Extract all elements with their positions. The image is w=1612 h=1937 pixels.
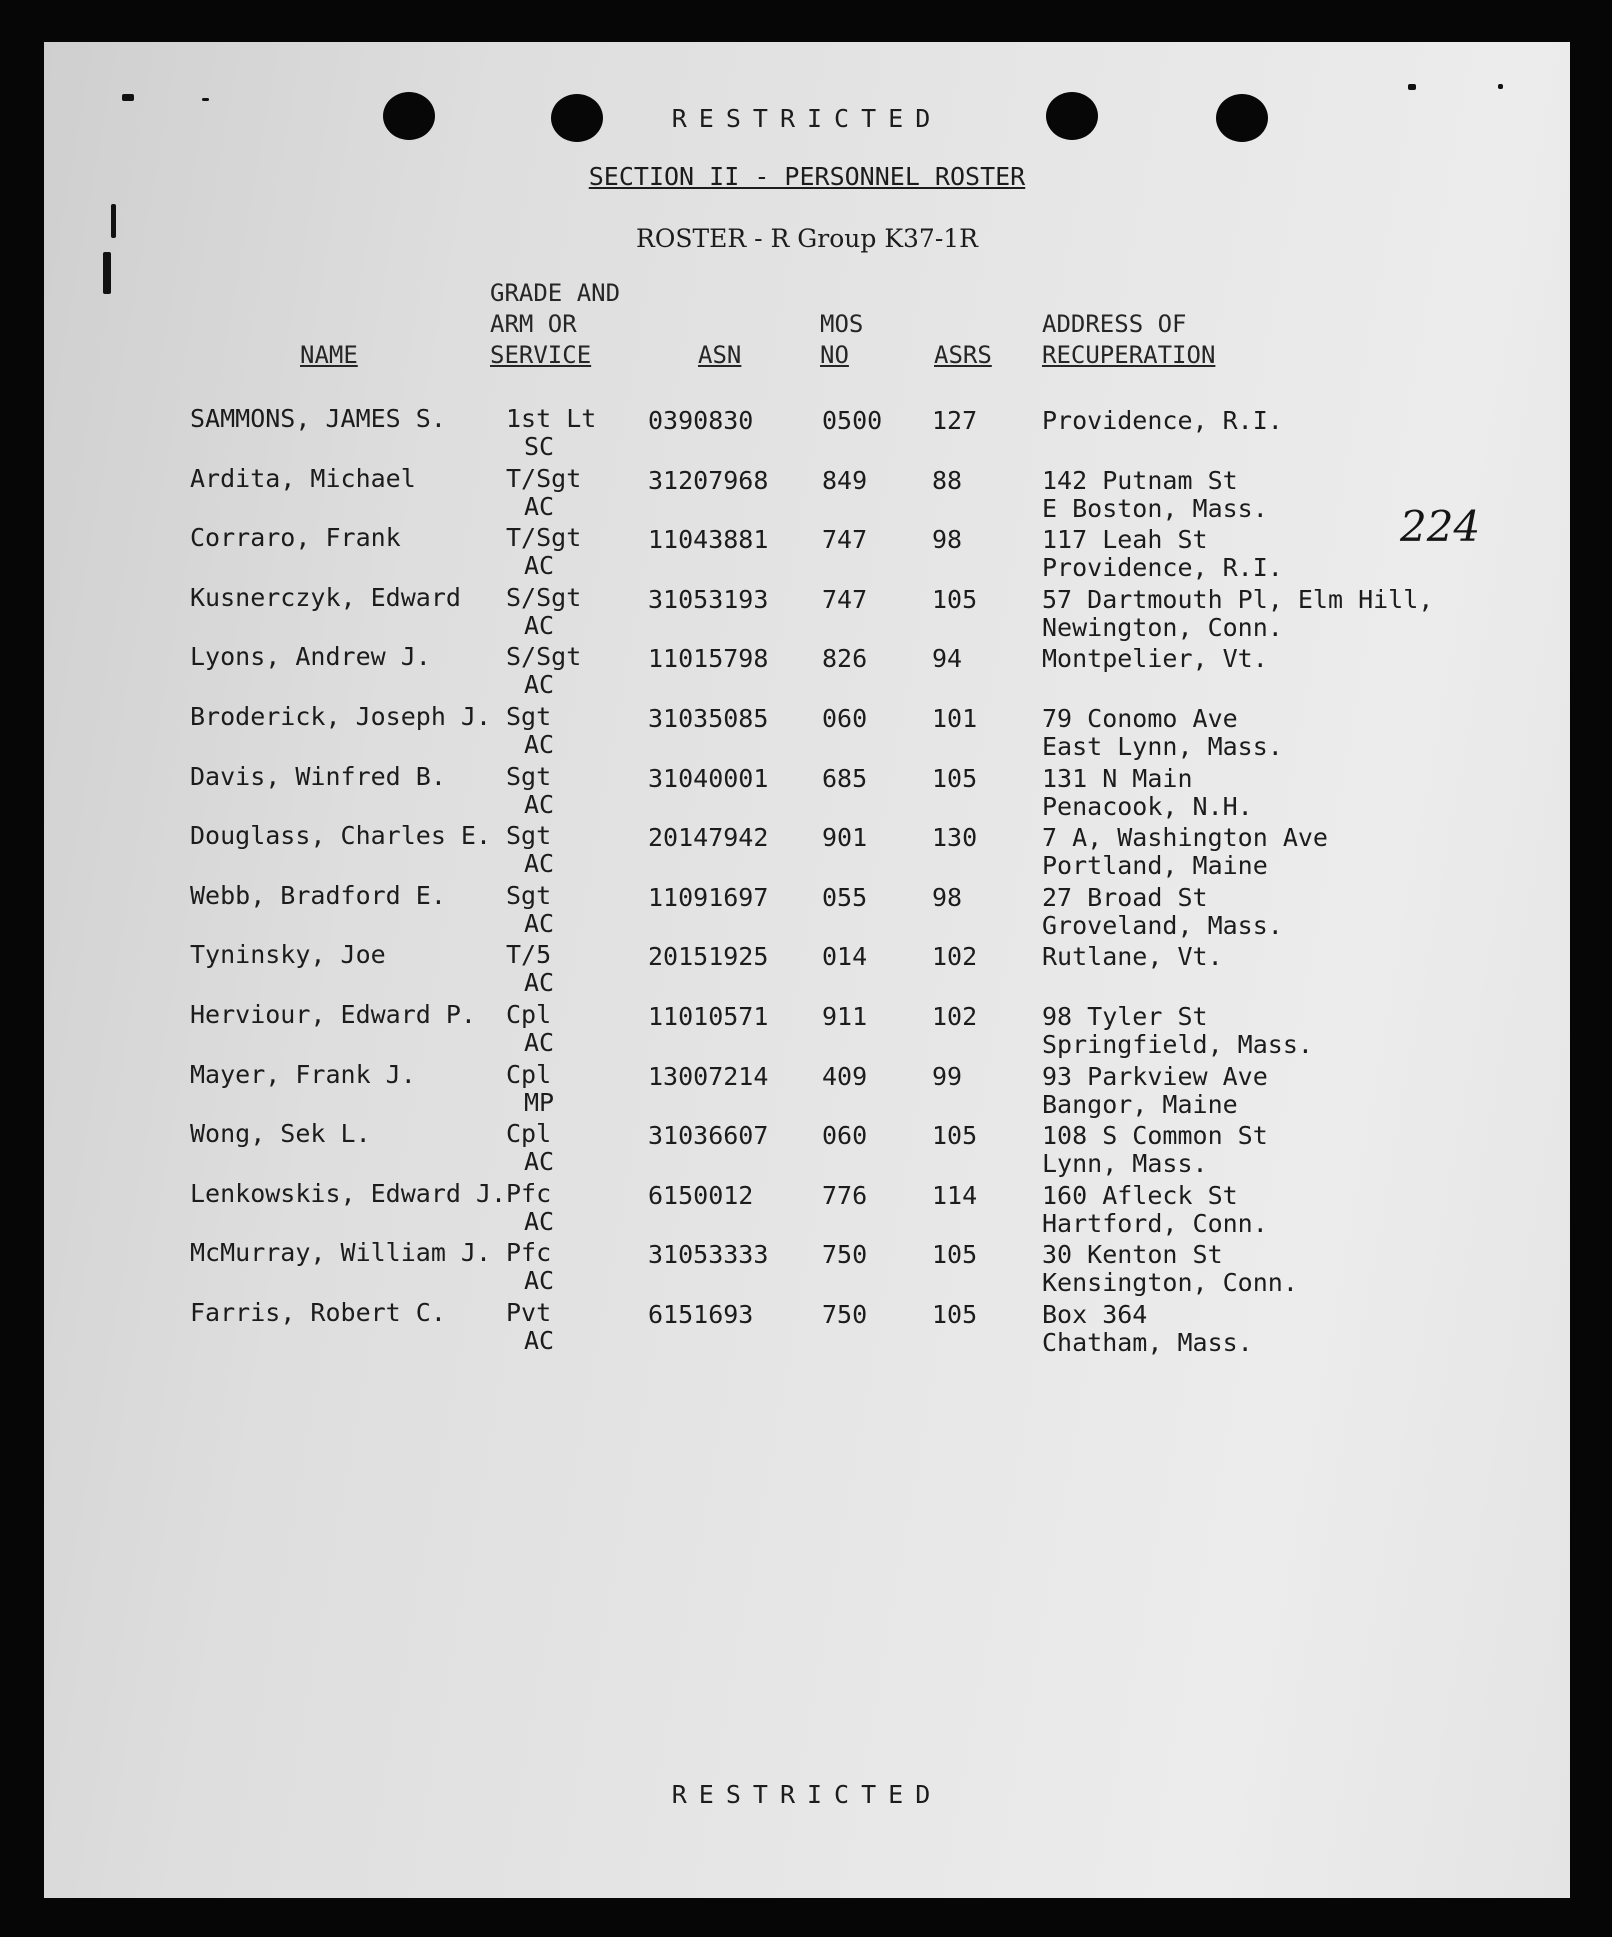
cell-name: Davis, Winfred B. [190, 761, 446, 791]
cell-addr2: Chatham, Mass. [1042, 1328, 1253, 1357]
cell-asn: 20151925 [648, 942, 769, 972]
cell-name: Kusnerczyk, Edward [190, 582, 461, 612]
restricted-marking-bottom: RESTRICTED [671, 1780, 943, 1809]
cell-asrs: 102 [932, 942, 978, 972]
cell-grade: T/Sgt [506, 523, 582, 553]
cell-asn: 11015798 [648, 644, 769, 674]
cell-grade: Pfc [506, 1178, 552, 1208]
header-asn: ASN [698, 341, 742, 369]
cell-asn: 31053193 [648, 584, 769, 614]
cell-addr1: 117 Leah St [1042, 525, 1208, 555]
cell-mos: 060 [822, 704, 868, 733]
cell-asrs: 102 [932, 1002, 978, 1031]
cell-mos: 0500 [822, 406, 883, 435]
cell-asn: 0390830 [648, 406, 754, 435]
cell-asn: 11043881 [648, 525, 769, 555]
cell-arm: AC [524, 1028, 555, 1057]
cell-name: McMurray, William J. [190, 1238, 492, 1268]
cell-addr1: 27 Broad St [1042, 882, 1208, 912]
cell-arm: MP [524, 1087, 555, 1117]
cell-addr1: Box 364 [1042, 1300, 1148, 1329]
header-grade: GRADE AND ARM OR SERVICE [490, 279, 621, 369]
cell-addr1: 98 Tyler St [1042, 1002, 1208, 1031]
cell-mos: 750 [822, 1300, 868, 1329]
cell-arm: AC [524, 730, 555, 759]
cell-addr1: 79 Conomo Ave [1042, 704, 1238, 733]
cell-mos: 826 [822, 644, 868, 674]
cell-arm: AC [524, 491, 555, 521]
cell-asn: 6151693 [648, 1300, 754, 1329]
cell-asn: 6150012 [648, 1180, 754, 1210]
cell-name: Webb, Bradford E. [190, 880, 446, 910]
cell-mos: 750 [822, 1240, 868, 1270]
cell-asrs: 127 [932, 406, 978, 435]
cell-addr2: Kensington, Conn. [1042, 1268, 1298, 1298]
cell-grade: Pfc [506, 1238, 552, 1268]
cell-asrs: 101 [932, 704, 978, 733]
cell-addr2: Springfield, Mass. [1042, 1030, 1313, 1059]
cell-arm: AC [524, 789, 555, 819]
cell-arm: AC [524, 968, 555, 998]
cell-grade: Sgt [506, 821, 552, 851]
cell-name: Farris, Robert C. [190, 1298, 446, 1327]
margin-mark [1408, 84, 1416, 90]
cell-grade: 1st Lt [506, 404, 597, 433]
cell-name: Ardita, Michael [190, 463, 416, 493]
page-number: 224 [1400, 502, 1481, 551]
cell-asn: 11091697 [648, 882, 769, 912]
cell-arm: AC [524, 908, 555, 938]
cell-arm: AC [524, 1206, 555, 1236]
header-name: NAME [300, 341, 358, 369]
cell-addr2: Hartford, Conn. [1042, 1208, 1268, 1238]
cell-name: Lenkowskis, Edward J. [190, 1178, 507, 1208]
cell-asrs: 98 [932, 525, 963, 555]
cell-asrs: 98 [932, 882, 963, 912]
cell-asrs: 130 [932, 823, 978, 853]
cell-name: Tyninsky, Joe [190, 940, 386, 970]
cell-asn: 11010571 [648, 1002, 769, 1031]
header-asrs: ASRS [934, 341, 992, 369]
cell-arm: AC [524, 1147, 555, 1177]
cell-asn: 31053333 [648, 1240, 769, 1270]
cell-asrs: 94 [932, 644, 963, 674]
cell-addr1: Rutlane, Vt. [1042, 942, 1223, 972]
cell-arm: AC [524, 610, 555, 640]
cell-name: SAMMONS, JAMES S. [190, 404, 446, 433]
cell-addr1: 93 Parkview Ave [1042, 1061, 1268, 1091]
cell-mos: 055 [822, 882, 868, 912]
cell-addr1: 160 Afleck St [1042, 1180, 1238, 1210]
cell-addr1: 108 S Common St [1042, 1121, 1268, 1151]
cell-name: Douglass, Charles E. [190, 821, 492, 851]
document-page [44, 42, 1570, 1898]
cell-asn: 31207968 [648, 465, 769, 495]
cell-addr1: 142 Putnam St [1042, 465, 1238, 495]
cell-name: Lyons, Andrew J. [190, 642, 431, 672]
cell-mos: 060 [822, 1121, 868, 1151]
cell-addr1: Montpelier, Vt. [1042, 644, 1268, 674]
cell-asrs: 105 [932, 763, 978, 793]
cell-addr1: 7 A, Washington Ave [1042, 823, 1328, 853]
cell-asn: 20147942 [648, 823, 769, 853]
restricted-marking-top: RESTRICTED [671, 104, 943, 133]
cell-addr2: Providence, R.I. [1042, 553, 1283, 583]
cell-asn: 31035085 [648, 704, 769, 733]
cell-grade: Sgt [506, 761, 552, 791]
cell-addr2: Groveland, Mass. [1042, 910, 1283, 940]
cell-asrs: 105 [932, 1121, 978, 1151]
cell-name: Broderick, Joseph J. [190, 702, 492, 731]
margin-mark [103, 252, 111, 294]
cell-grade: Cpl [506, 1119, 552, 1149]
cell-mos: 849 [822, 465, 868, 495]
cell-grade: T/5 [506, 940, 552, 970]
cell-arm: AC [524, 1266, 555, 1296]
cell-asrs: 105 [932, 1240, 978, 1270]
cell-grade: Cpl [506, 1000, 552, 1029]
cell-asrs: 88 [932, 465, 963, 495]
cell-addr2: Newington, Conn. [1042, 612, 1283, 642]
cell-mos: 901 [822, 823, 868, 853]
header-mos: MOS NO [820, 310, 864, 369]
cell-addr1: 131 N Main [1042, 763, 1193, 793]
cell-asn: 31036607 [648, 1121, 769, 1151]
cell-mos: 747 [822, 525, 868, 555]
header-address: ADDRESS OF RECUPERATION [1042, 310, 1216, 369]
margin-mark [1498, 84, 1503, 89]
cell-addr2: E Boston, Mass. [1042, 493, 1268, 523]
cell-grade: T/Sgt [506, 463, 582, 493]
cell-name: Mayer, Frank J. [190, 1059, 416, 1089]
cell-grade: Cpl [506, 1059, 552, 1089]
cell-arm: AC [524, 849, 555, 879]
cell-arm: AC [524, 670, 555, 700]
cell-mos: 014 [822, 942, 868, 972]
cell-addr2: Portland, Maine [1042, 851, 1268, 881]
margin-mark [122, 94, 134, 101]
cell-mos: 747 [822, 584, 868, 614]
cell-name: Wong, Sek L. [190, 1119, 371, 1149]
cell-mos: 776 [822, 1180, 868, 1210]
cell-addr2: Lynn, Mass. [1042, 1149, 1208, 1179]
cell-mos: 409 [822, 1061, 868, 1091]
cell-asrs: 114 [932, 1180, 978, 1210]
cell-addr1: 30 Kenton St [1042, 1240, 1223, 1270]
cell-mos: 685 [822, 763, 868, 793]
cell-arm: SC [524, 432, 555, 461]
cell-grade: Sgt [506, 880, 552, 910]
cell-grade: S/Sgt [506, 582, 582, 612]
roster-title: ROSTER - R Group K37-1R [636, 224, 978, 253]
cell-asrs: 105 [932, 1300, 978, 1329]
cell-grade: S/Sgt [506, 642, 582, 672]
cell-name: Herviour, Edward P. [190, 1000, 476, 1029]
cell-addr1: Providence, R.I. [1042, 406, 1283, 435]
cell-asrs: 105 [932, 584, 978, 614]
cell-asn: 13007214 [648, 1061, 769, 1091]
cell-addr2: Penacook, N.H. [1042, 791, 1253, 821]
cell-mos: 911 [822, 1002, 868, 1031]
cell-addr2: Bangor, Maine [1042, 1089, 1238, 1119]
cell-addr2: East Lynn, Mass. [1042, 732, 1283, 761]
cell-name: Corraro, Frank [190, 523, 401, 553]
margin-mark [202, 98, 209, 101]
cell-arm: AC [524, 551, 555, 581]
cell-addr1: 57 Dartmouth Pl, Elm Hill, [1042, 584, 1434, 614]
cell-arm: AC [524, 1326, 555, 1355]
cell-asrs: 99 [932, 1061, 963, 1091]
cell-asn: 31040001 [648, 763, 769, 793]
section-title: SECTION II - PERSONNEL ROSTER [588, 162, 1026, 191]
cell-grade: Pvt [506, 1298, 552, 1327]
cell-grade: Sgt [506, 702, 552, 731]
